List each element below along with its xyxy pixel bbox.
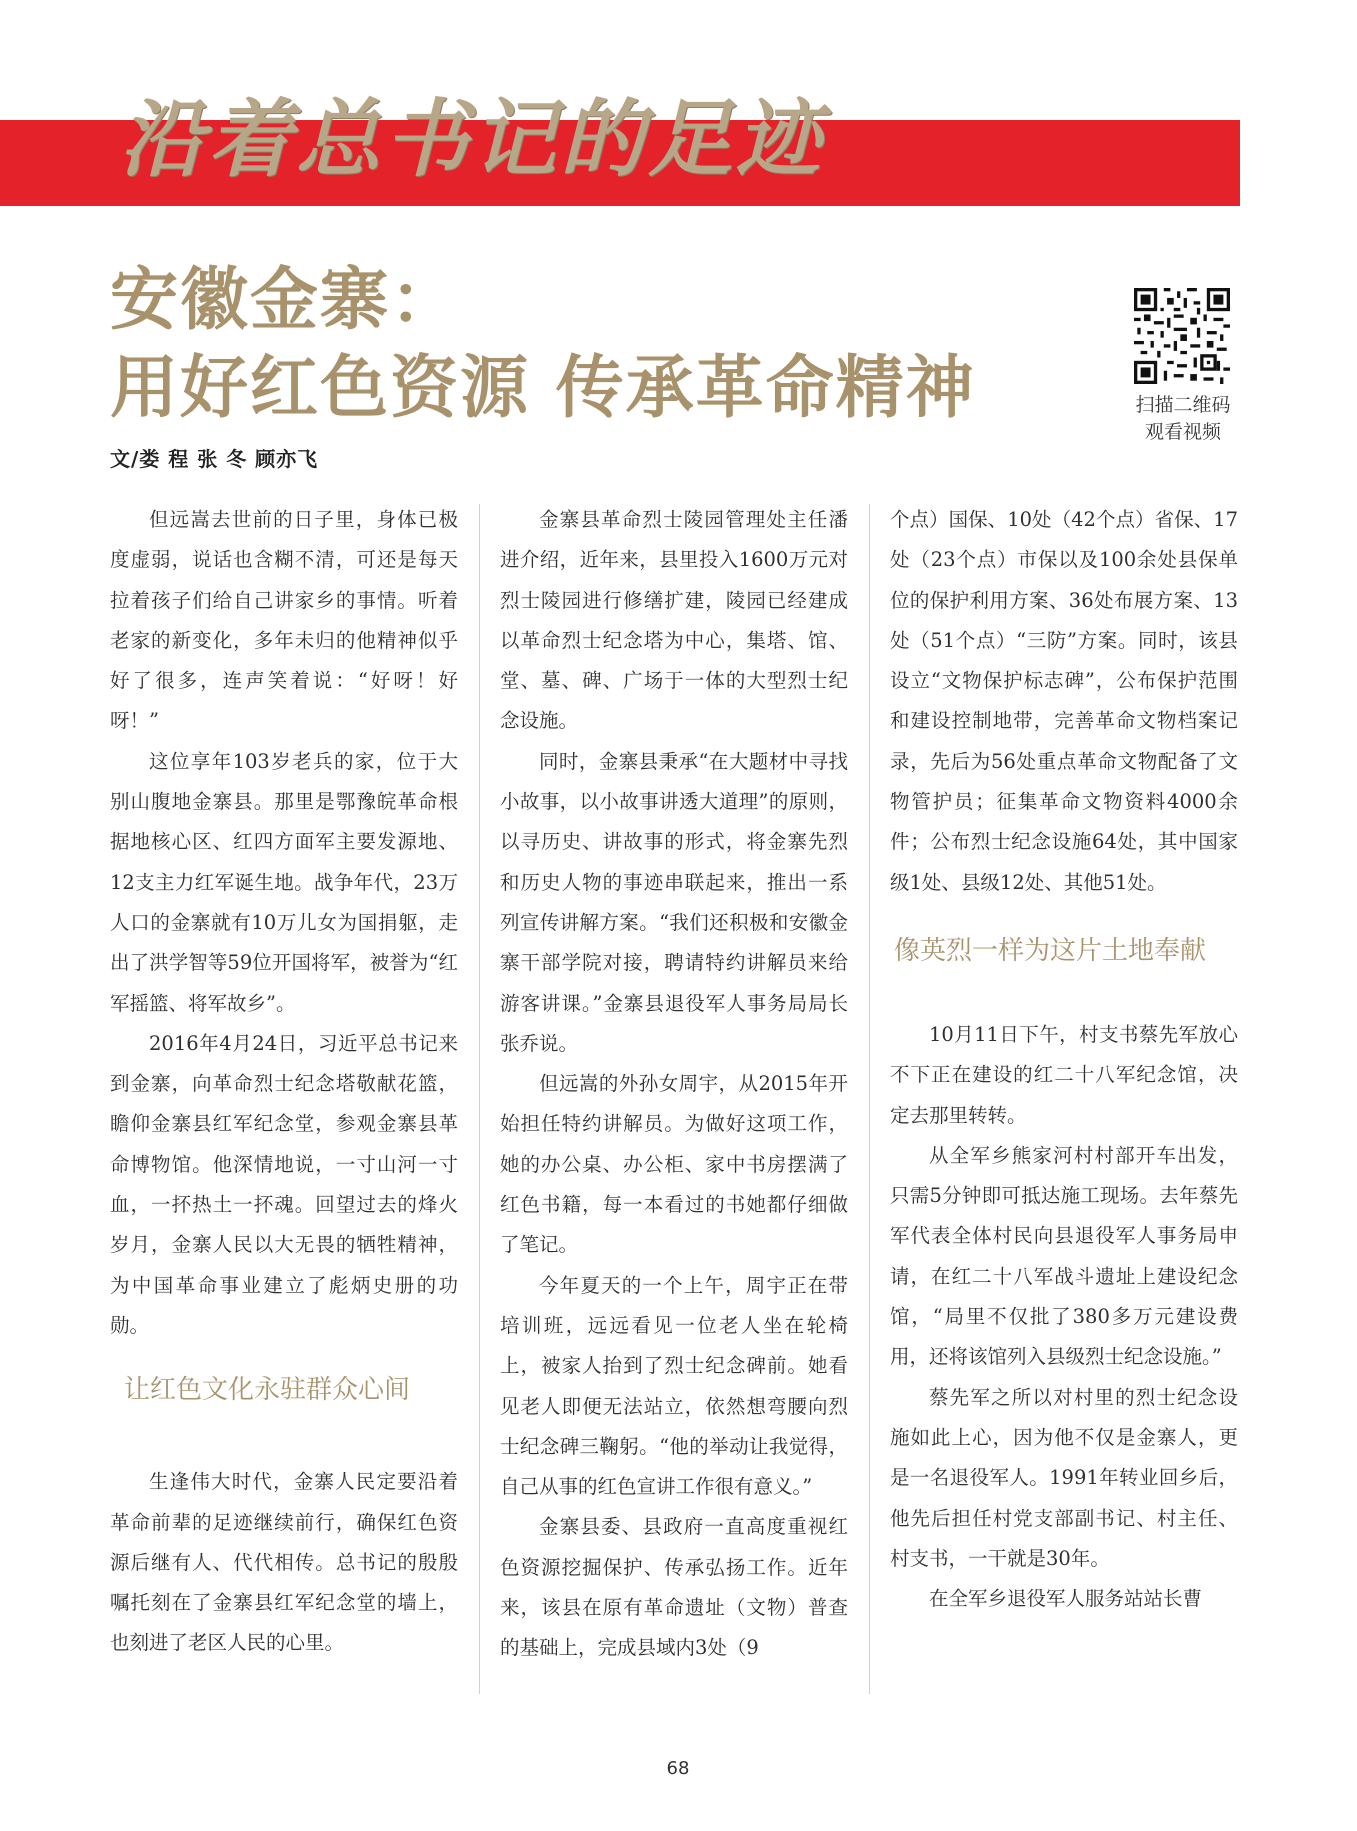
paragraph: 但远嵩去世前的日子里，身体已极度虚弱，说话也含糊不清，可还是每天拉着孩子们给自己讲家乡的事情。听着老家的新变化，多年未归的他精神似乎好了很多，连声笑着说：“好呀！好呀！” [110,508,458,733]
article-column-1 [110,500,458,1700]
paragraph: 金寨县委、县政府一直高度重视红色资源挖掘保护、传承弘扬工作。近年来，该县在原有革命遗址（文物）普查的基础上，完成县域内3处（9 [500,1515,848,1660]
byline: 文/娄 程 张 冬 顾亦飞 [110,447,319,471]
headline-line-2: 用好红色资源 传承革命精神 [110,348,976,428]
headline-line-1: 安徽金寨： [110,260,461,340]
paragraph: 在全军乡退役军人服务站站长曹 [929,1587,1203,1611]
qr-caption-line-1: 扫描二维码 [1135,394,1231,416]
qr-caption-line-2: 观看视频 [1144,421,1221,443]
paragraph: 10月11日下午，村支书蔡先军放心不下正在建设的红二十八军纪念馆，决定去那里转转。 [890,1022,1238,1127]
paragraph: 同时，金寨县秉承“在大题材中寻找小故事，以小故事讲透大道理”的原则，以寻历史、讲故事的形式，将金寨先烈和历史人物的事迹串联起来，推出一系列宣传讲解方案。“我们还积极和安徽金寨干部学院对接，聘请特约讲解员来给游客讲课。”金寨县退役军人事务局局长张乔说。 [500,749,848,1055]
article-headline [110,256,1060,432]
column-divider [869,504,870,1694]
qr-caption [1110,392,1256,446]
paragraph: 从全军乡熊家河村村部开车出发，只需5分钟即可抵达施工现场。去年蔡先军代表全体村民向县退役军人事务局申请，在红二十八军战斗遗址上建设纪念馆，“局里不仅批了380多万元建设费用，还将该馆列入县级烈士纪念设施。” [890,1143,1238,1369]
article-column-3 [890,500,1238,1700]
article-column-2 [500,500,848,1700]
section-subheading: 像英烈一样为这片土地奉献 [894,935,1207,966]
paragraph: 金寨县革命烈士陵园管理处主任潘进介绍，近年来，县里投入1600万元对烈士陵园进行修缮扩建，陵园已经建成以革命烈士纪念塔为中心，集塔、馆、堂、墓、碑、广场于一体的大型烈士纪念设施。 [500,508,848,733]
paragraph: 今年夏天的一个上午，周宇正在带培训班，远远看见一位老人坐在轮椅上，被家人抬到了烈士纪念碑前。她看见老人即便无法站立，依然想弯腰向烈士纪念碑三鞠躬。“他的举动让我觉得，自己从事的红色宣讲工作很有意义。” [500,1273,848,1499]
paragraph-continued: 个点）国保、10处（42个点）省保、17处（23个点）市保以及100余处县保单位的保护利用方案、36处布展方案、13处（51个点）“三防”方案。同时，该县设立“文物保护标志碑”，公布保护范围和建设控制地带，完善革命文物档案记录，先后为56处重点革命文物配备了文物管护员；征集革命文物资料4000余件；公布烈士纪念设施64处，其中国家级1处、县级12处、其他51处。 [890,508,1238,894]
paragraph: 这位享年103岁老兵的家，位于大别山腹地金寨县。那里是鄂豫皖革命根据地核心区、红四方面军主要发源地、12支主力红军诞生地。战争年代，23万人口的金寨就有10万儿女为国捐躯，走出了洪学智等59位开国将军，被誉为“红军摇篮、将军故乡”。 [110,749,458,1015]
column-divider [479,504,480,1694]
paragraph: 生逢伟大时代，金寨人民定要沿着革命前辈的足迹继续前行，确保红色资源后继有人、代代相传。总书记的殷殷嘱托刻在了金寨县红军纪念堂的墙上，也刻进了老区人民的心里。 [110,1470,458,1655]
paragraph: 蔡先军之所以对村里的烈士纪念设施如此上心，因为他不仅是金寨人，更是一名退役军人。1991年转业回乡后，他先后担任村党支部副书记、村主任、村支书，一干就是30年。 [890,1385,1238,1570]
paragraph: 但远嵩的外孙女周宇，从2015年开始担任特约讲解员。为做好这项工作，她的办公桌、办公柜、家中书房摆满了红色书籍，每一本看过的书她都仔细做了笔记。 [500,1072,848,1257]
page-number: 68 [666,1758,690,1779]
section-subheading: 让红色文化永驻群众心间 [124,1375,411,1406]
qr-code-icon[interactable] [1134,288,1230,384]
series-title: 沿着总书记的足迹 [120,89,825,188]
paragraph: 2016年4月24日，习近平总书记来到金寨，向革命烈士纪念塔敬献花篮，瞻仰金寨县红军纪念堂，参观金寨县革命博物馆。他深情地说，一寸山河一寸血，一抔热土一抔魂。回望过去的烽火岁月，金寨人民以大无畏的牺牲精神，为中国革命事业建立了彪炳史册的功勋。 [110,1031,458,1337]
